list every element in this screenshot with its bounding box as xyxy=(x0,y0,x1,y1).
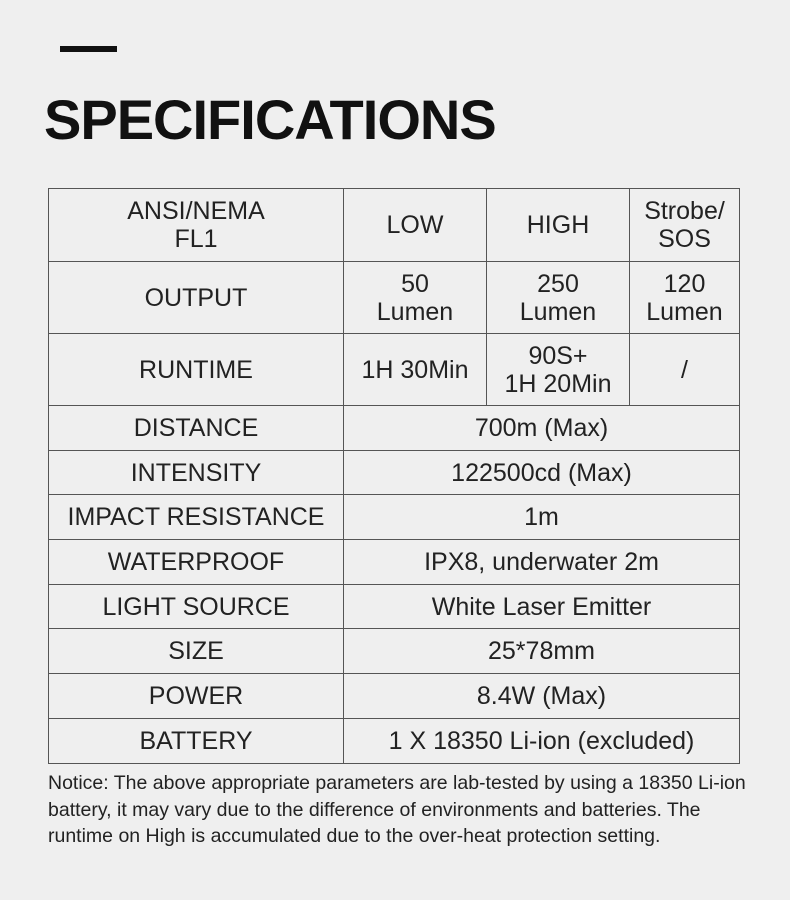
output-strobe-cell xyxy=(630,262,740,334)
runtime-label: RUNTIME xyxy=(49,334,344,406)
header-strobe-cell xyxy=(630,189,740,262)
output-low-value: 50 xyxy=(401,269,429,298)
spec-value: 1 X 18350 Li-ion (excluded) xyxy=(344,718,740,763)
runtime-row xyxy=(49,334,740,406)
spec-row-waterproof xyxy=(49,540,740,585)
spec-value: 8.4W (Max) xyxy=(344,674,740,719)
header-label-cell xyxy=(49,189,344,262)
notice-text: Notice: The above appropriate parameters are lab-tested by using a 18350 Li-ion battery, it may vary due to the difference of environments and batteries. The runtime on High is accumulated due to the over-heat protection setting. xyxy=(48,772,746,847)
runtime-high-cell xyxy=(487,334,630,406)
header-low-cell: LOW xyxy=(344,189,487,262)
output-low-cell xyxy=(344,262,487,334)
header-strobe-line2: SOS xyxy=(658,225,711,253)
spec-value: 700m (Max) xyxy=(344,406,740,451)
output-row xyxy=(49,262,740,334)
spec-row-size xyxy=(49,629,740,674)
header-strobe-line1: Strobe/ xyxy=(644,197,725,225)
output-high-value: 250 xyxy=(537,269,579,298)
header-high-cell: HIGH xyxy=(487,189,630,262)
accent-bar xyxy=(60,46,117,52)
header-label-line1: ANSI/NEMA xyxy=(127,197,265,225)
header-label-line2: FL1 xyxy=(174,225,218,253)
page-title: SPECIFICATIONS xyxy=(44,88,496,151)
spec-row-intensity xyxy=(49,450,740,495)
output-strobe-unit: Lumen xyxy=(646,297,723,326)
runtime-high-line2: 1H 20Min xyxy=(504,369,612,398)
spec-label: SIZE xyxy=(49,629,344,674)
output-high-cell xyxy=(487,262,630,334)
runtime-high-line1: 90S+ xyxy=(528,341,588,370)
runtime-strobe-cell: / xyxy=(630,334,740,406)
spec-value: White Laser Emitter xyxy=(344,584,740,629)
spec-value: 25*78mm xyxy=(344,629,740,674)
spec-label: DISTANCE xyxy=(49,406,344,451)
output-strobe-value: 120 xyxy=(663,269,706,298)
spec-row-distance xyxy=(49,406,740,451)
spec-value: 122500cd (Max) xyxy=(344,450,740,495)
spec-label: LIGHT SOURCE xyxy=(49,584,344,629)
spec-value: 1m xyxy=(344,495,740,540)
output-low-unit: Lumen xyxy=(376,297,454,326)
spec-label: WATERPROOF xyxy=(49,540,344,585)
runtime-low-cell: 1H 30Min xyxy=(344,334,487,406)
output-high-unit: Lumen xyxy=(519,297,597,326)
spec-row-power xyxy=(49,674,740,719)
spec-row-battery xyxy=(49,718,740,763)
spec-table xyxy=(48,188,740,764)
spec-label: IMPACT RESISTANCE xyxy=(49,495,344,540)
spec-label: BATTERY xyxy=(49,718,344,763)
output-label: OUTPUT xyxy=(49,262,344,334)
spec-row-light-source xyxy=(49,584,740,629)
spec-row-impact-resistance xyxy=(49,495,740,540)
header-row xyxy=(49,189,740,262)
spec-label: INTENSITY xyxy=(49,450,344,495)
spec-value: IPX8, underwater 2m xyxy=(344,540,740,585)
spec-label: POWER xyxy=(49,674,344,719)
